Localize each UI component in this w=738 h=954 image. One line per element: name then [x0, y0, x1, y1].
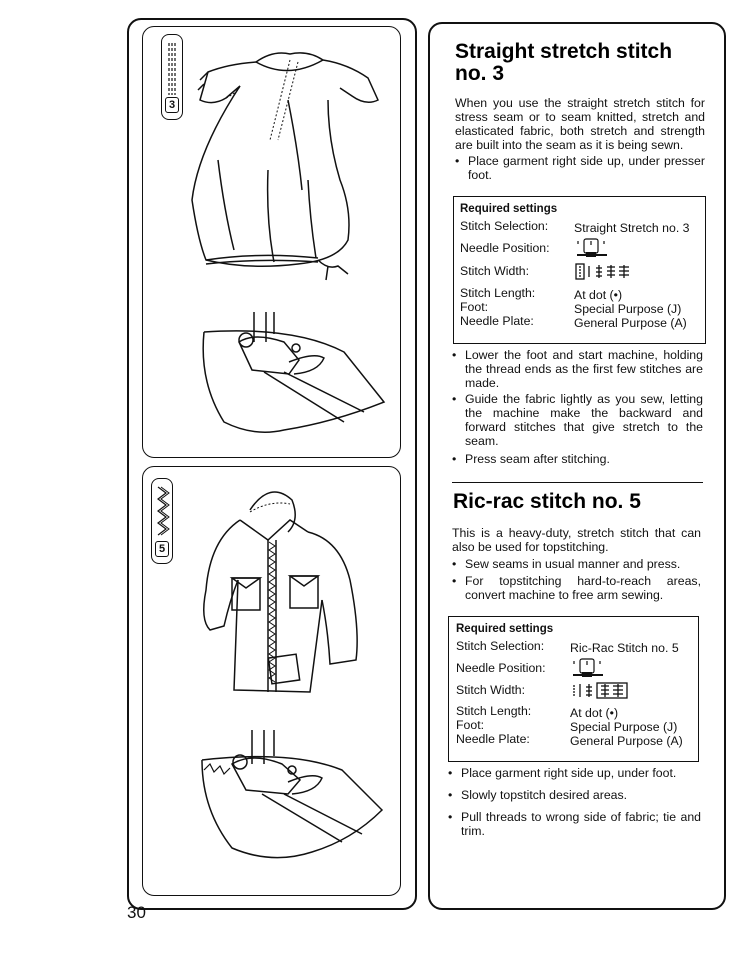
straight-stitch-title-line2: no. 3: [455, 62, 505, 85]
straight-stitch-intro: When you use the straight stretch stitch for stress seam or to seam knitted, stretch and elasticated fabric, both stretch and strength are built into the seam as it is being sewn.: [455, 96, 705, 152]
stitch-3-number: 3: [165, 97, 179, 113]
stitch-width-icon: [575, 263, 635, 281]
presser-foot-illustration-2: [192, 730, 392, 870]
value-stitch-selection: Ric-Rac Stitch no. 5: [570, 641, 679, 655]
value-stitch-length: At dot (•): [570, 706, 619, 720]
label-stitch-width: Stitch Width:: [460, 264, 530, 278]
ricrac-bullet-sew: • Sew seams in usual manner and press.: [452, 557, 701, 571]
value-foot: Special Purpose (J): [570, 720, 678, 734]
ricrac-stitch-intro: This is a heavy-duty, stretch stitch that can also be used for topstitching.: [452, 526, 701, 554]
label-needle-position: Needle Position:: [456, 661, 546, 675]
section-divider: [452, 482, 703, 483]
value-needle-plate: General Purpose (A): [570, 734, 683, 748]
label-needle-position: Needle Position:: [460, 241, 550, 255]
label-stitch-length: Stitch Length:: [460, 286, 536, 300]
shirt-illustration: [180, 480, 380, 700]
page-number: 30: [127, 903, 146, 922]
ricrac-settings-box: [448, 616, 699, 762]
settings-title: Required settings: [460, 203, 558, 215]
label-needle-plate: Needle Plate:: [460, 314, 534, 328]
label-stitch-selection: Stitch Selection:: [460, 219, 549, 233]
ricrac-bullet-3: • Pull threads to wrong side of fabric; tie and trim.: [448, 810, 701, 838]
value-stitch-selection: Straight Stretch no. 3: [574, 221, 690, 235]
ricrac-bullet-topstitch: • For topstitching hard-to-reach areas, convert machine to free arm sewing.: [452, 574, 701, 602]
presser-foot-illustration-1: [194, 312, 394, 452]
label-foot: Foot:: [456, 718, 485, 732]
label-needle-plate: Needle Plate:: [456, 732, 530, 746]
straight-bullet-place: • Place garment right side up, under presser foot.: [455, 154, 705, 182]
straight-bullet-1: • Lower the foot and start machine, holding the thread ends as the first few stitches are made.: [452, 348, 703, 390]
ricrac-bullet-2: • Slowly topstitch desired areas.: [448, 788, 701, 802]
straight-bullet-3: • Press seam after stitching.: [452, 452, 703, 466]
value-stitch-length: At dot (•): [574, 288, 623, 302]
straight-settings-box: [453, 196, 706, 344]
stitch-width-icon: [571, 682, 631, 700]
needle-position-center-icon: [575, 237, 609, 259]
ricrac-stitch-icon: [152, 485, 172, 545]
needle-position-center-icon: [571, 657, 605, 679]
label-foot: Foot:: [460, 300, 489, 314]
label-stitch-selection: Stitch Selection:: [456, 639, 545, 653]
label-stitch-length: Stitch Length:: [456, 704, 532, 718]
stitch-5-selector-badge: [151, 478, 173, 564]
value-foot: Special Purpose (J): [574, 302, 682, 316]
value-needle-plate: General Purpose (A): [574, 316, 687, 330]
straight-bullet-2: • Guide the fabric lightly as you sew, letting the machine make the backward and forward stitches that give stretch to the seam.: [452, 392, 703, 448]
straight-stitch-title-line1: Straight stretch stitch: [455, 40, 673, 63]
ricrac-stitch-title: Ric-rac stitch no. 5: [453, 490, 641, 513]
dress-illustration: [178, 40, 408, 290]
ricrac-bullet-1: • Place garment right side up, under foot.: [448, 766, 701, 780]
label-stitch-width: Stitch Width:: [456, 683, 526, 697]
stitch-5-number: 5: [155, 541, 169, 557]
settings-title: Required settings: [456, 623, 554, 635]
